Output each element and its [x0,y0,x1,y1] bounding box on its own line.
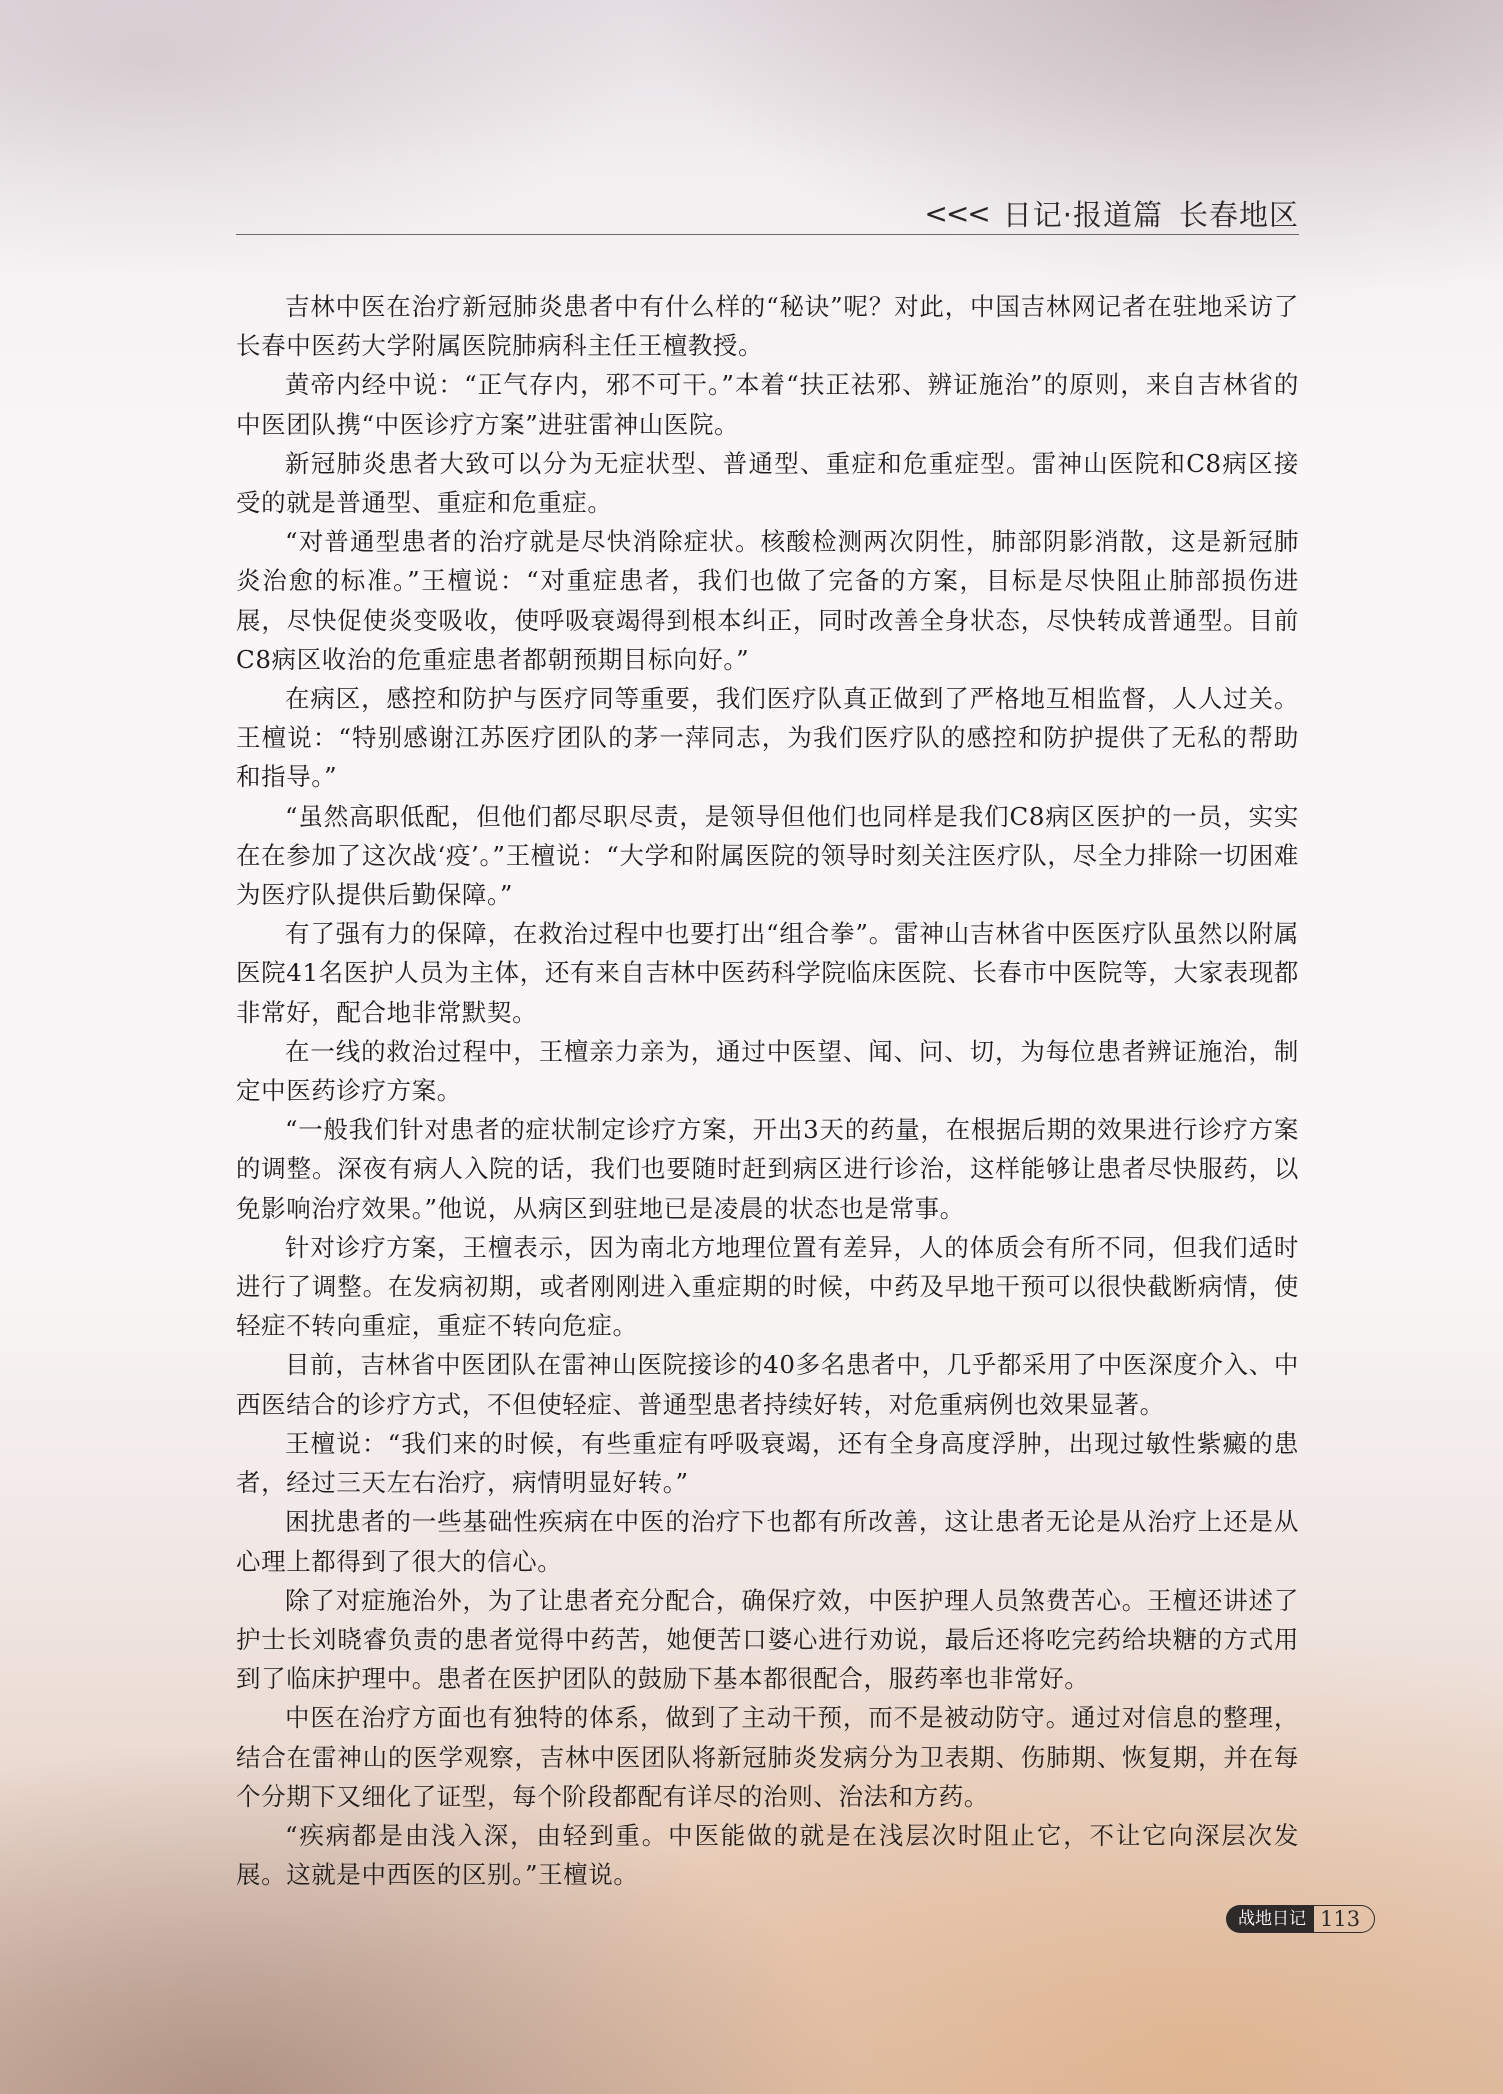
running-header [236,192,1299,235]
paragraph: 吉林中医在治疗新冠肺炎患者中有什么样的“秘诀”呢？对此，中国吉林网记者在驻地采访了长春中医药大学附属医院肺病科主任王檀教授。 [236,292,1299,361]
paragraph: “虽然高职低配，但他们都尽职尽责，是领导但他们也同样是我们C8病区医护的一员，实实在在参加了这次战‘疫’。”王檀说：“大学和附属医院的领导时刻关注医疗队，尽全力排除一切困难为医疗队提供后勤保障。” [236,801,1299,910]
paragraph: “疾病都是由浅入深，由轻到重。中医能做的就是在浅层次时阻止它，不让它向深层次发展。这就是中西医的区别。”王檀说。 [236,1820,1299,1890]
paragraph: “对普通型患者的治疗就是尽快消除症状。核酸检测两次阴性，肺部阴影消散，这是新冠肺炎治愈的标准。”王檀说：“对重症患者，我们也做了完备的方案，目标是尽快阻止肺部损伤进展，尽快促使炎变吸收，使呼吸衰竭得到根本纠正，同时改善全身状态，尽快转成普通型。目前C8病区收治的危重症患者都朝预期目标向好。” [236,527,1299,674]
region-title: 长春地区 [1178,197,1299,232]
paragraph: 除了对症施治外，为了让患者充分配合，确保疗效，中医护理人员煞费苦心。王檀还讲述了护士长刘晓睿负责的患者觉得中药苦，她便苦口婆心进行劝说，最后还将吃完药给块糖的方式用到了临床护理中。患者在医护团队的鼓励下基本都很配合，服药率也非常好。 [236,1585,1299,1694]
section-title: 日记·报道篇 [1002,197,1163,232]
paragraph: “一般我们针对患者的症状制定诊疗方案，开出3天的药量，在根据后期的效果进行诊疗方案的调整。深夜有病人入院的话，我们也要随时赶到病区进行诊治，这样能够让患者尽快服药，以免影响治疗效果。”他说，从病区到驻地已是凌晨的状态也是常事。 [236,1115,1299,1223]
paragraph: 在一线的救治过程中，王檀亲力亲为，通过中医望、闻、问、切，为每位患者辨证施治，制定中医药诊疗方案。 [236,1036,1299,1106]
paragraph: 在病区，感控和防护与医疗同等重要，我们医疗队真正做到了严格地互相监督，人人过关。王檀说：“特别感谢江苏医疗团队的茅一萍同志，为我们医疗队的感控和防护提供了无私的帮助和指导。” [236,684,1299,792]
paragraph: 新冠肺炎患者大致可以分为无症状型、普通型、重症和危重症型。雷神山医院和C8病区接受的就是普通型、重症和危重症。 [236,448,1299,518]
paragraph: 目前，吉林省中医团队在雷神山医院接诊的40多名患者中，几乎都采用了中医深度介入、中西医结合的诊疗方式，不但使轻症、普通型患者持续好转，对危重病例也效果显著。 [236,1350,1299,1419]
page-footer [1226,1904,1375,1934]
paragraph: 王檀说：“我们来的时候，有些重症有呼吸衰竭，还有全身高度浮肿，出现过敏性紫癜的患者，经过三天左右治疗，病情明显好转。” [236,1428,1299,1498]
footer-label: 战地日记 [1226,1905,1314,1933]
paragraph: 有了强有力的保障，在救治过程中也要打出“组合拳”。雷神山吉林省中医医疗队虽然以附属医院41名医护人员为主体，还有来自吉林中医药科学院临床医院、长春市中医院等，大家表现都非常好，配合地非常默契。 [236,919,1299,1027]
paragraph: 中医在治疗方面也有独特的体系，做到了主动干预，而不是被动防守。通过对信息的整理，结合在雷神山的医学观察，吉林中医团队将新冠肺炎发病分为卫表期、伤肺期、恢复期，并在每个分期下又细化了证型，每个阶段都配有详尽的治则、治法和方药。 [236,1703,1299,1811]
chevrons-icon: <<< [924,196,989,230]
paragraph: 针对诊疗方案，王檀表示，因为南北方地理位置有差异，人的体质会有所不同，但我们适时进行了调整。在发病初期，或者刚刚进入重症期的时候，中药及早地干预可以很快截断病情，使轻症不转向重症，重症不转向危症。 [236,1232,1299,1341]
paragraph: 困扰患者的一些基础性疾病在中医的治疗下也都有所改善，这让患者无论是从治疗上还是从心理上都得到了很大的信心。 [236,1507,1299,1576]
page-number: 113 [1314,1905,1375,1933]
article-body [236,287,1299,1894]
paragraph: 黄帝内经中说：“正气存内，邪不可干。”本着“扶正祛邪、辨证施治”的原则，来自吉林省的中医团队携“中医诊疗方案”进驻雷神山医院。 [236,370,1299,439]
